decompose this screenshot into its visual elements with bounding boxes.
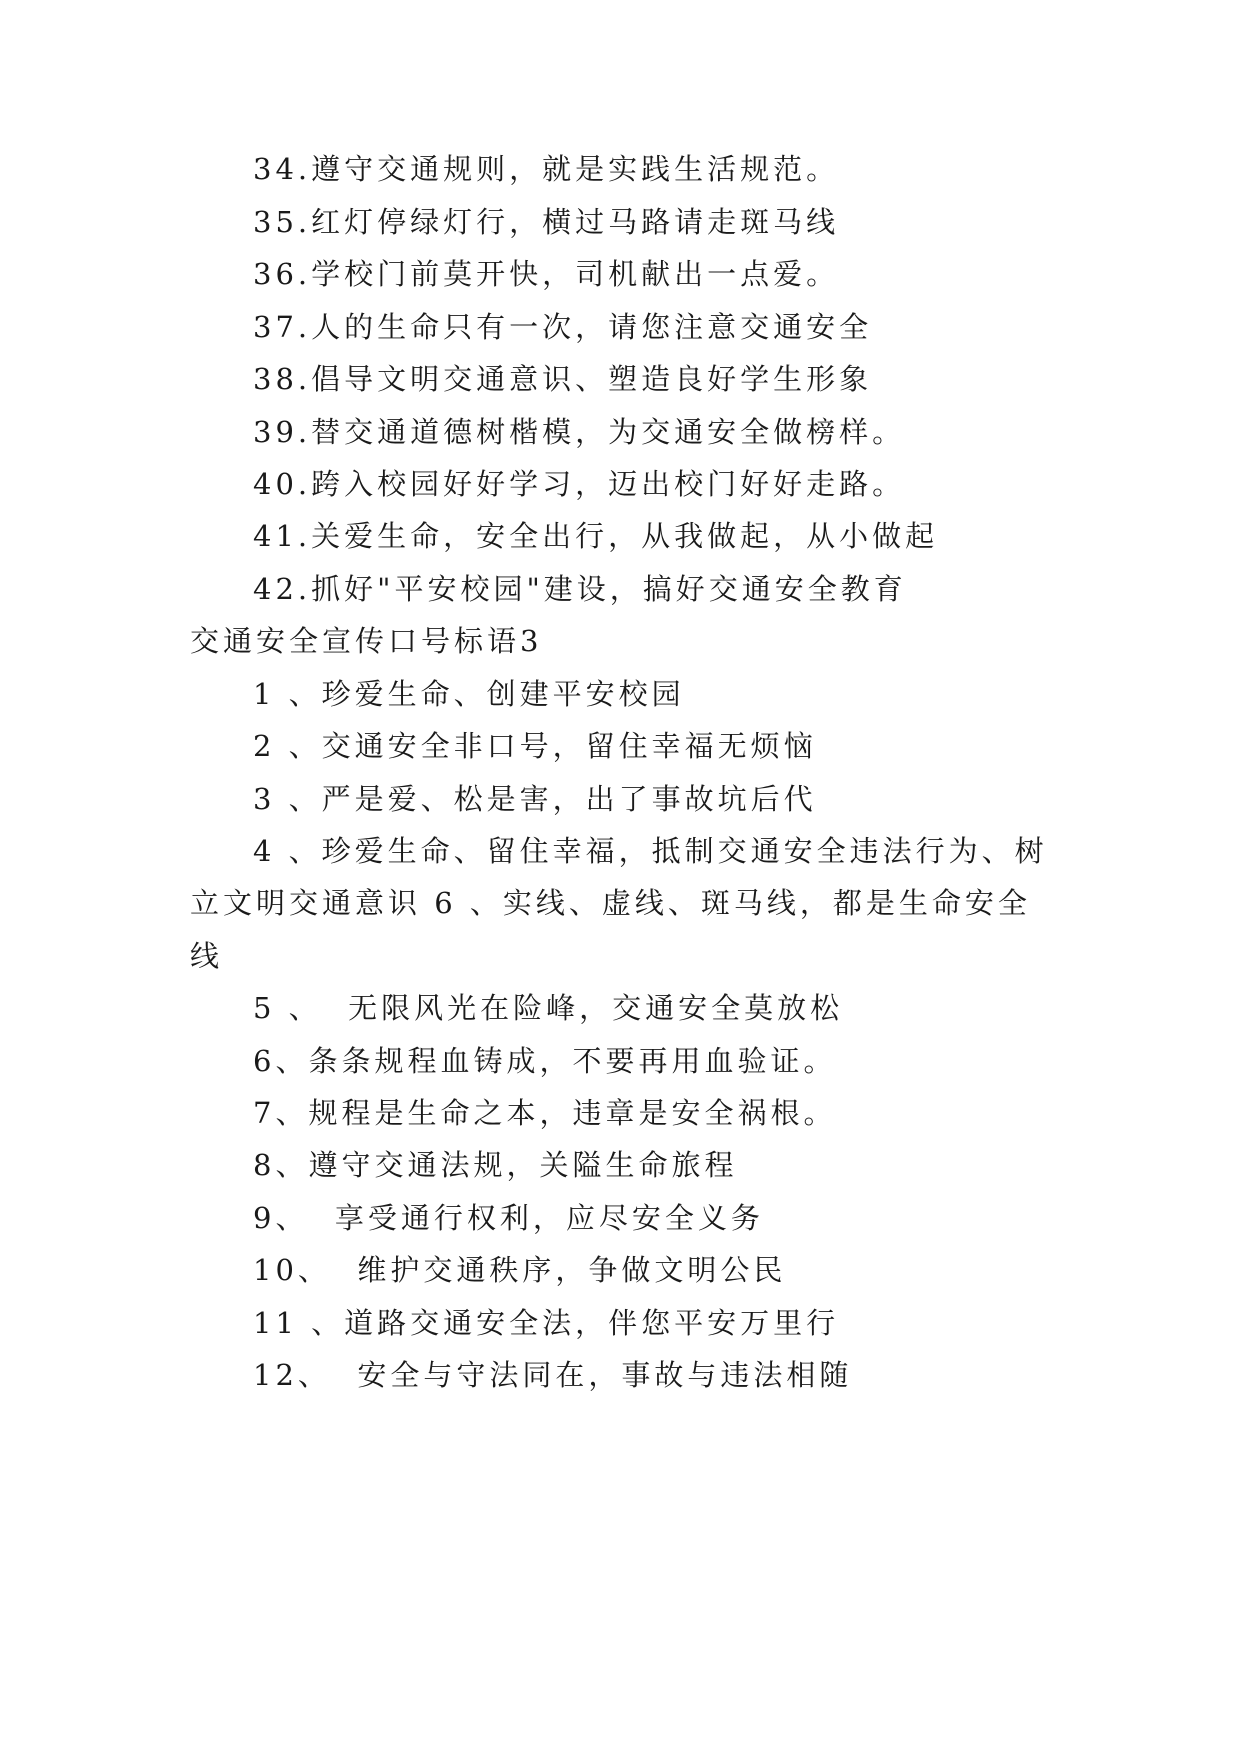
text-line-1: 1 、珍爱生命、创建平安校园 [253,677,685,711]
text-line-4: 4 、珍爱生命、留住幸福，抵制交通安全违法行为、树 [253,834,1048,868]
text-line-4-end: 线 [190,939,224,973]
text-line-12: 12、 安全与守法同在，事故与违法相随 [253,1358,853,1392]
text-line-5: 5 、 无限风光在险峰，交通安全莫放松 [253,991,844,1025]
text-line-11: 11 、道路交通安全法，伴您平安万里行 [253,1306,840,1340]
text-line-10: 10、 维护交通秩序，争做文明公民 [253,1253,787,1287]
text-line-9: 9、 享受通行权利，应尽安全义务 [253,1201,764,1235]
text-line-39: 39.替交通道德树楷模，为交通安全做榜样。 [253,415,906,449]
text-line-6: 6、条条规程血铸成，不要再用血验证。 [253,1044,837,1078]
section-heading: 交通安全宣传口号标语3 [190,624,543,658]
text-line-41: 41.关爱生命，安全出行，从我做起，从小做起 [253,519,939,553]
text-line-35: 35.红灯停绿灯行，横过马路请走斑马线 [253,205,840,239]
text-line-8: 8、遵守交通法规，关隘生命旅程 [253,1148,738,1182]
text-line-36: 36.学校门前莫开快，司机献出一点爱。 [253,257,840,291]
text-line-7: 7、规程是生命之本，违章是安全祸根。 [253,1096,837,1130]
text-line-37: 37.人的生命只有一次，请您注意交通安全 [253,310,873,344]
text-line-2: 2 、交通安全非口号，留住幸福无烦恼 [253,729,817,763]
text-line-4-continued: 立文明交通意识 6 、实线、虚线、斑马线，都是生命安全 [190,886,1031,920]
text-line-3: 3 、严是爱、松是害，出了事故坑后代 [253,782,817,816]
text-line-38: 38.倡导文明交通意识、塑造良好学生形象 [253,362,873,396]
text-line-40: 40.跨入校园好好学习，迈出校门好好走路。 [253,467,906,501]
text-line-34: 34.遵守交通规则，就是实践生活规范。 [253,152,840,186]
text-line-42: 42.抓好"平安校园"建设，搞好交通安全教育 [253,572,907,606]
